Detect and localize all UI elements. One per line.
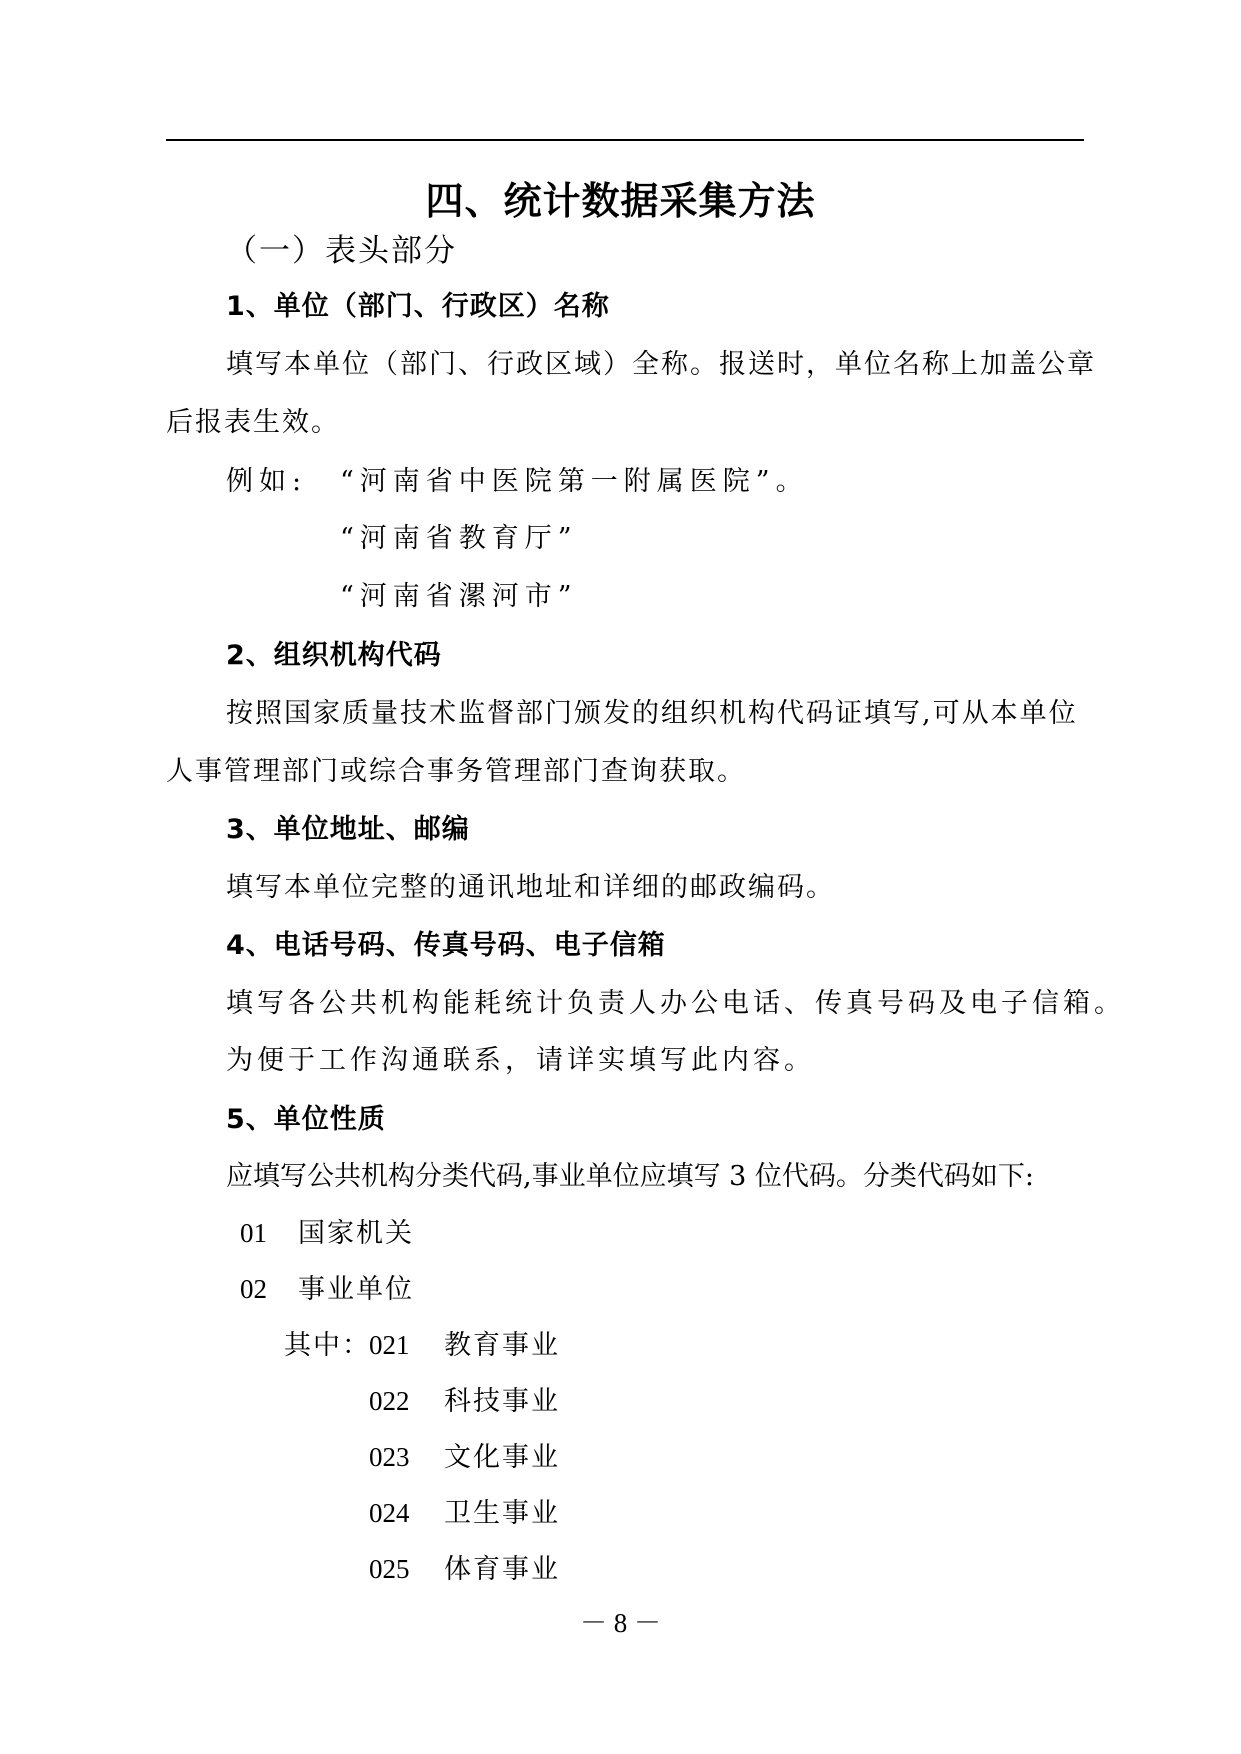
code-025: 025 bbox=[369, 1554, 410, 1584]
page-title: 四、统计数据采集方法 bbox=[425, 178, 816, 223]
code-022: 022 bbox=[369, 1386, 410, 1416]
code-023: 023 bbox=[369, 1442, 410, 1472]
item-5-heading: 5、单位性质 bbox=[226, 1104, 386, 1135]
example-3: “河南省漯河市” bbox=[340, 581, 578, 612]
sub-codes-label: 其中： bbox=[284, 1330, 371, 1361]
code-01-name: 国家机关 bbox=[298, 1218, 414, 1249]
header-rule bbox=[166, 139, 1084, 141]
item-3-paragraph-line-1: 填写本单位完整的通讯地址和详细的邮政编码。 bbox=[226, 872, 835, 903]
example-label: 例如: bbox=[226, 466, 308, 497]
code-021-name: 教育事业 bbox=[444, 1330, 560, 1361]
item-5-paragraph-line-1: 应填写公共机构分类代码,事业单位应填写 3 位代码。分类代码如下: bbox=[226, 1161, 1035, 1192]
code-025-name: 体育事业 bbox=[444, 1554, 560, 1585]
item-1-heading: 1、单位（部门、行政区）名称 bbox=[226, 291, 610, 322]
item-3-heading: 3、单位地址、邮编 bbox=[226, 814, 470, 845]
item-1-paragraph-line-1: 填写本单位（部门、行政区域）全称。报送时，单位名称上加盖公章 bbox=[226, 349, 1096, 380]
item-4-paragraph-line-2: 为便于工作沟通联系，请详实填写此内容。 bbox=[226, 1045, 815, 1076]
code-021: 021 bbox=[369, 1330, 410, 1360]
item-4-paragraph-line-1: 填写各公共机构能耗统计负责人办公电话、传真号码及电子信箱。 bbox=[226, 988, 1125, 1019]
code-024-name: 卫生事业 bbox=[444, 1498, 560, 1529]
section-heading: （一）表头部分 bbox=[226, 233, 457, 269]
example-1: “河南省中医院第一附属医院”。 bbox=[340, 466, 809, 497]
item-2-paragraph-line-2: 人事管理部门或综合事务管理部门查询获取。 bbox=[166, 756, 746, 787]
code-022-name: 科技事业 bbox=[444, 1386, 560, 1417]
code-01: 01 bbox=[240, 1218, 267, 1248]
code-02-name: 事业单位 bbox=[298, 1274, 414, 1305]
item-2-paragraph-line-1: 按照国家质量技术监督部门颁发的组织机构代码证填写,可从本单位 bbox=[226, 698, 1078, 729]
item-2-heading: 2、组织机构代码 bbox=[226, 640, 442, 671]
code-024: 024 bbox=[369, 1498, 410, 1528]
page-number: － 8 － bbox=[580, 1608, 661, 1638]
item-1-paragraph-line-2: 后报表生效。 bbox=[166, 407, 340, 438]
item-4-heading: 4、电话号码、传真号码、电子信箱 bbox=[226, 930, 666, 961]
example-2: “河南省教育厅” bbox=[340, 523, 578, 554]
code-023-name: 文化事业 bbox=[444, 1442, 560, 1473]
code-02: 02 bbox=[240, 1274, 267, 1304]
